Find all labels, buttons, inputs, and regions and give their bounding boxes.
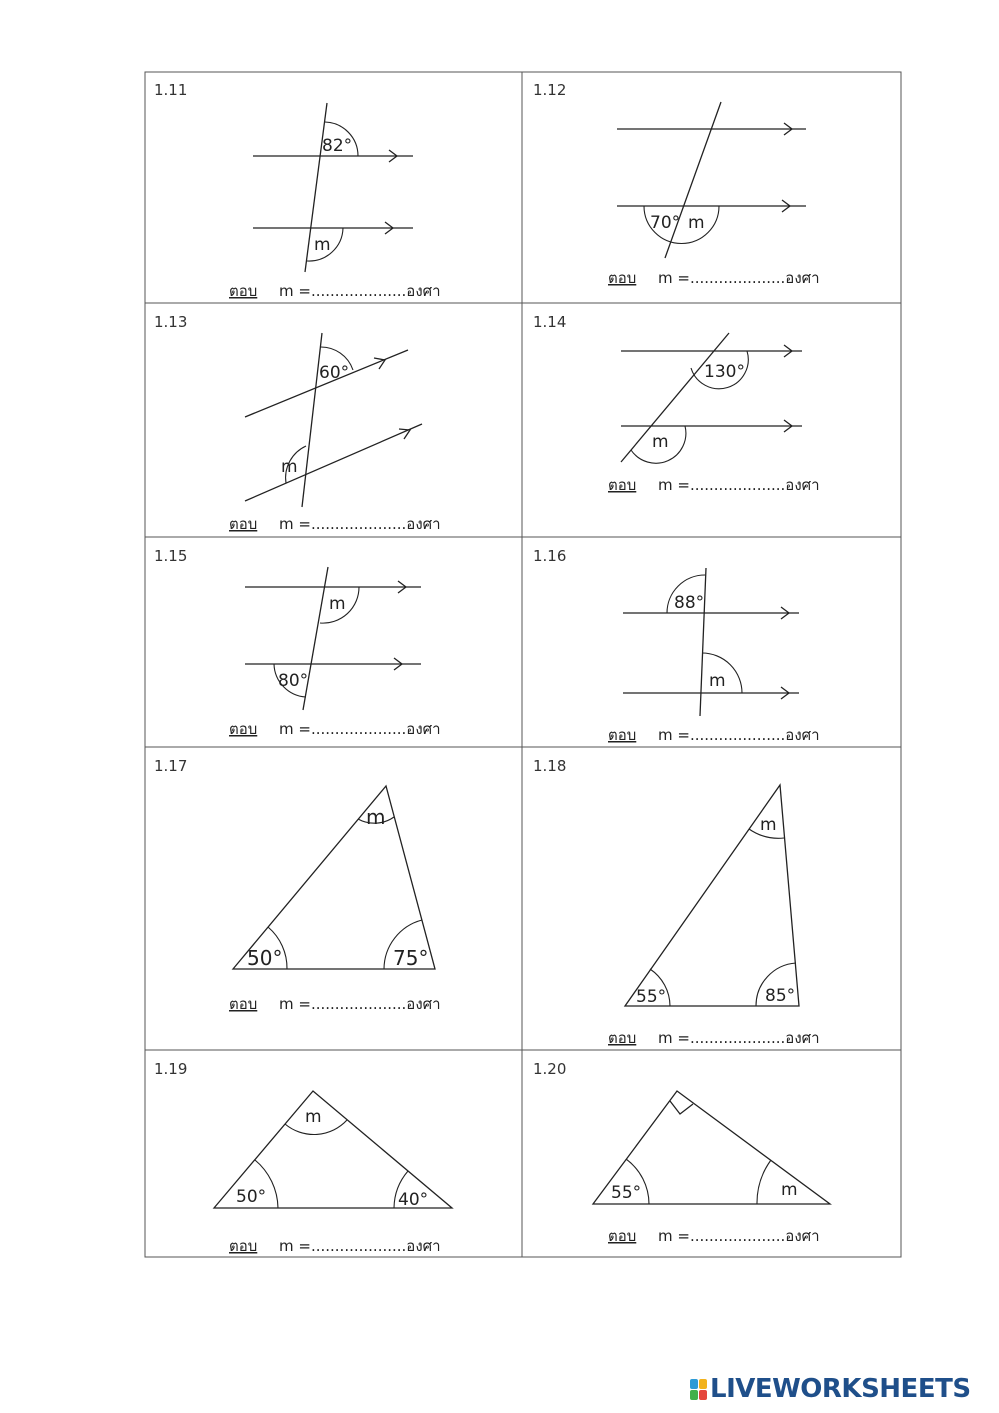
angle-label: 50° xyxy=(236,1187,267,1207)
logo-square xyxy=(690,1390,698,1400)
angle-label: 75° xyxy=(393,946,429,970)
problem-number: 1.15 xyxy=(154,547,188,565)
angle-label: 60° xyxy=(319,363,350,383)
problem-1-15 xyxy=(154,547,441,738)
angle-label: 70° xyxy=(650,213,681,233)
answer-field[interactable]: m =....................องศา xyxy=(279,1237,441,1255)
angle-label: m xyxy=(709,671,726,691)
transversal-line xyxy=(700,568,706,716)
answer-field[interactable]: m =....................องศา xyxy=(279,282,441,300)
answer-field[interactable]: m =....................องศา xyxy=(658,1029,820,1047)
problem-number: 1.11 xyxy=(154,81,188,99)
answer-prefix: ตอบ xyxy=(229,720,258,738)
problem-1-18 xyxy=(533,757,820,1047)
problem-number: 1.18 xyxy=(533,757,567,775)
answer-prefix: ตอบ xyxy=(608,476,637,494)
angle-label: m xyxy=(305,1107,322,1127)
answer-field[interactable]: m =....................องศา xyxy=(279,720,441,738)
triangle xyxy=(233,786,435,969)
answer-prefix: ตอบ xyxy=(229,515,258,533)
angle-label: 55° xyxy=(611,1183,642,1203)
liveworksheets-logo[interactable] xyxy=(690,1372,990,1406)
problem-1-14 xyxy=(533,313,820,494)
answer-prefix: ตอบ xyxy=(229,1237,258,1255)
angle-label: m xyxy=(781,1180,798,1200)
angle-label: 55° xyxy=(636,987,667,1007)
answer-field[interactable]: m =....................องศา xyxy=(658,476,820,494)
angle-label: m xyxy=(329,594,346,614)
problem-number: 1.20 xyxy=(533,1060,567,1078)
angle-label: 40° xyxy=(398,1190,429,1210)
right-angle-mark xyxy=(670,1101,693,1114)
answer-field[interactable]: m =....................องศา xyxy=(279,515,441,533)
answer-prefix: ตอบ xyxy=(608,269,637,287)
angle-label: m xyxy=(281,457,298,477)
problem-number: 1.13 xyxy=(154,313,188,331)
answer-prefix: ตอบ xyxy=(229,995,258,1013)
answer-field[interactable]: m =....................องศา xyxy=(658,1227,820,1245)
logo-square xyxy=(699,1379,707,1389)
problem-1-19 xyxy=(154,1060,452,1255)
problem-number: 1.14 xyxy=(533,313,567,331)
problem-1-13 xyxy=(154,313,441,533)
problem-number: 1.12 xyxy=(533,81,567,99)
angle-label: 82° xyxy=(322,136,353,156)
answer-field[interactable]: m =....................องศา xyxy=(658,269,820,287)
angle-label: 85° xyxy=(765,986,796,1006)
logo-text: LIVEWORKSHEETS xyxy=(710,1374,971,1404)
angle-label: m xyxy=(366,805,386,829)
problem-1-17 xyxy=(154,757,441,1013)
answer-prefix: ตอบ xyxy=(229,282,258,300)
problem-1-16 xyxy=(533,547,820,744)
problem-1-20 xyxy=(533,1060,830,1245)
transversal-line xyxy=(665,102,721,258)
answer-prefix: ตอบ xyxy=(608,1227,637,1245)
logo-square xyxy=(699,1390,707,1400)
answer-field[interactable]: m =....................องศา xyxy=(658,726,820,744)
angle-arc xyxy=(757,1160,771,1204)
problem-1-11 xyxy=(154,81,441,300)
angle-label: m xyxy=(314,235,331,255)
answer-field[interactable]: m =....................องศา xyxy=(279,995,441,1013)
answer-prefix: ตอบ xyxy=(608,1029,637,1047)
parallel-arrow xyxy=(399,429,410,439)
parallel-line xyxy=(245,424,422,501)
angle-label: m xyxy=(760,815,777,835)
angle-label: 88° xyxy=(674,593,705,613)
angle-label: 50° xyxy=(247,946,283,970)
angle-label: m xyxy=(688,213,705,233)
problem-1-12 xyxy=(533,81,820,287)
transversal-line xyxy=(302,333,322,507)
angle-label: 130° xyxy=(704,362,745,382)
answer-prefix: ตอบ xyxy=(608,726,637,744)
angle-label: 80° xyxy=(278,671,309,691)
angle-label: m xyxy=(652,432,669,452)
problem-number: 1.17 xyxy=(154,757,188,775)
logo-square xyxy=(690,1379,698,1389)
transversal-line xyxy=(621,333,729,462)
logo-mark-icon xyxy=(690,1379,707,1400)
problem-number: 1.16 xyxy=(533,547,567,565)
problem-number: 1.19 xyxy=(154,1060,188,1078)
